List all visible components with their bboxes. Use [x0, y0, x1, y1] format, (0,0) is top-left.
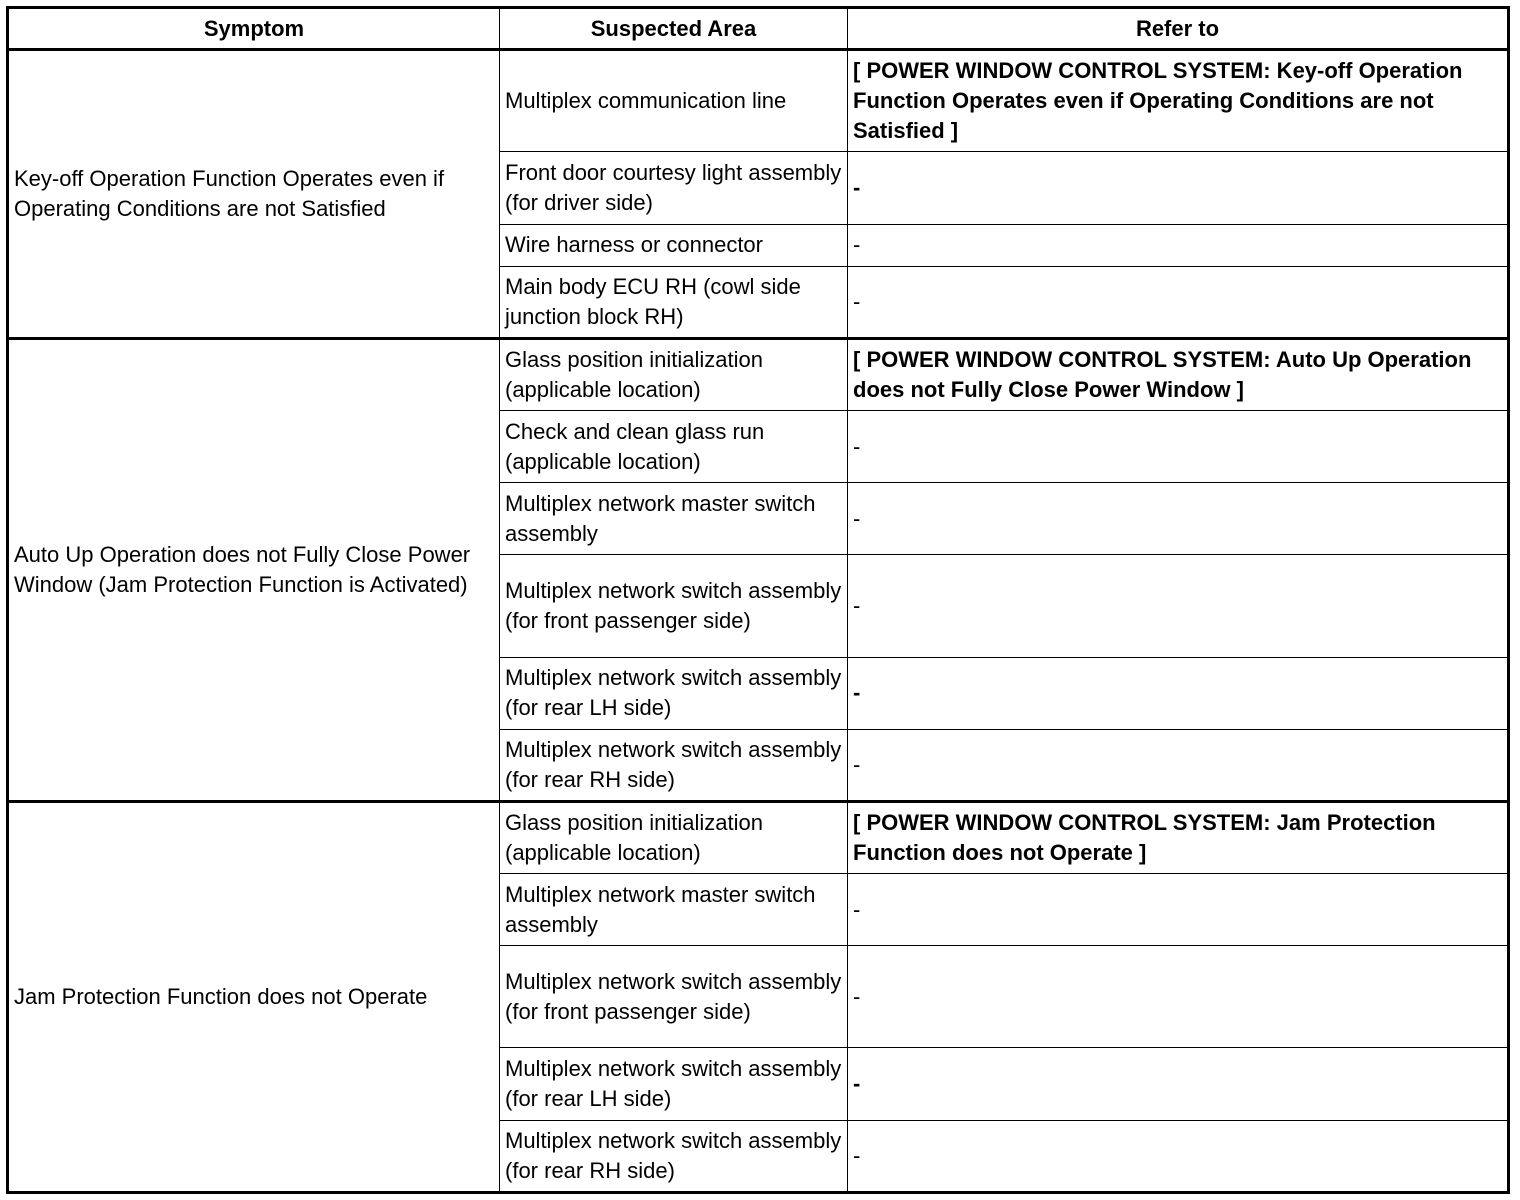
refer-to-cell: -	[848, 266, 1509, 338]
symptom-cell: Auto Up Operation does not Fully Close Power Window (Jam Protection Function is Activated)	[8, 338, 500, 801]
refer-to-cell: -	[848, 1120, 1509, 1192]
table-row	[8, 801, 1509, 873]
header-row	[8, 8, 1509, 50]
refer-to-cell: -	[848, 874, 1509, 946]
refer-to-cell: -	[848, 483, 1509, 555]
table-row	[8, 50, 1509, 152]
symptom-cell: Jam Protection Function does not Operate	[8, 801, 500, 1192]
header-suspected-area: Suspected Area	[500, 8, 848, 50]
refer-to-cell: -	[848, 657, 1509, 729]
suspected-area-cell: Check and clean glass run (applicable location)	[500, 410, 848, 482]
refer-to-cell: -	[848, 555, 1509, 657]
header-symptom: Symptom	[8, 8, 500, 50]
suspected-area-cell: Front door courtesy light assembly (for driver side)	[500, 152, 848, 224]
refer-to-link[interactable]: [ POWER WINDOW CONTROL SYSTEM: Auto Up Operation does not Fully Close Power Window ]	[848, 338, 1509, 410]
suspected-area-cell: Multiplex network switch assembly (for front passenger side)	[500, 946, 848, 1048]
suspected-area-cell: Multiplex network switch assembly (for rear LH side)	[500, 657, 848, 729]
suspected-area-cell: Multiplex network switch assembly (for rear LH side)	[500, 1048, 848, 1120]
diagnosis-table	[6, 6, 1510, 1194]
suspected-area-cell: Multiplex communication line	[500, 50, 848, 152]
suspected-area-cell: Multiplex network master switch assembly	[500, 483, 848, 555]
suspected-area-cell: Wire harness or connector	[500, 224, 848, 266]
refer-to-cell: -	[848, 152, 1509, 224]
table-row	[8, 338, 1509, 410]
refer-to-cell: -	[848, 224, 1509, 266]
suspected-area-cell: Glass position initialization (applicable location)	[500, 338, 848, 410]
refer-to-link[interactable]: [ POWER WINDOW CONTROL SYSTEM: Jam Protection Function does not Operate ]	[848, 801, 1509, 873]
refer-to-link[interactable]: [ POWER WINDOW CONTROL SYSTEM: Key-off Operation Function Operates even if Operating Conditions are not Satisfied ]	[848, 50, 1509, 152]
suspected-area-cell: Multiplex network switch assembly (for rear RH side)	[500, 1120, 848, 1192]
suspected-area-cell: Multiplex network switch assembly (for front passenger side)	[500, 555, 848, 657]
refer-to-cell: -	[848, 410, 1509, 482]
refer-to-cell: -	[848, 1048, 1509, 1120]
suspected-area-cell: Glass position initialization (applicable location)	[500, 801, 848, 873]
refer-to-cell: -	[848, 946, 1509, 1048]
suspected-area-cell: Main body ECU RH (cowl side junction block RH)	[500, 266, 848, 338]
header-refer-to: Refer to	[848, 8, 1509, 50]
symptom-cell: Key-off Operation Function Operates even if Operating Conditions are not Satisfied	[8, 50, 500, 339]
refer-to-cell: -	[848, 729, 1509, 801]
suspected-area-cell: Multiplex network switch assembly (for rear RH side)	[500, 729, 848, 801]
suspected-area-cell: Multiplex network master switch assembly	[500, 874, 848, 946]
